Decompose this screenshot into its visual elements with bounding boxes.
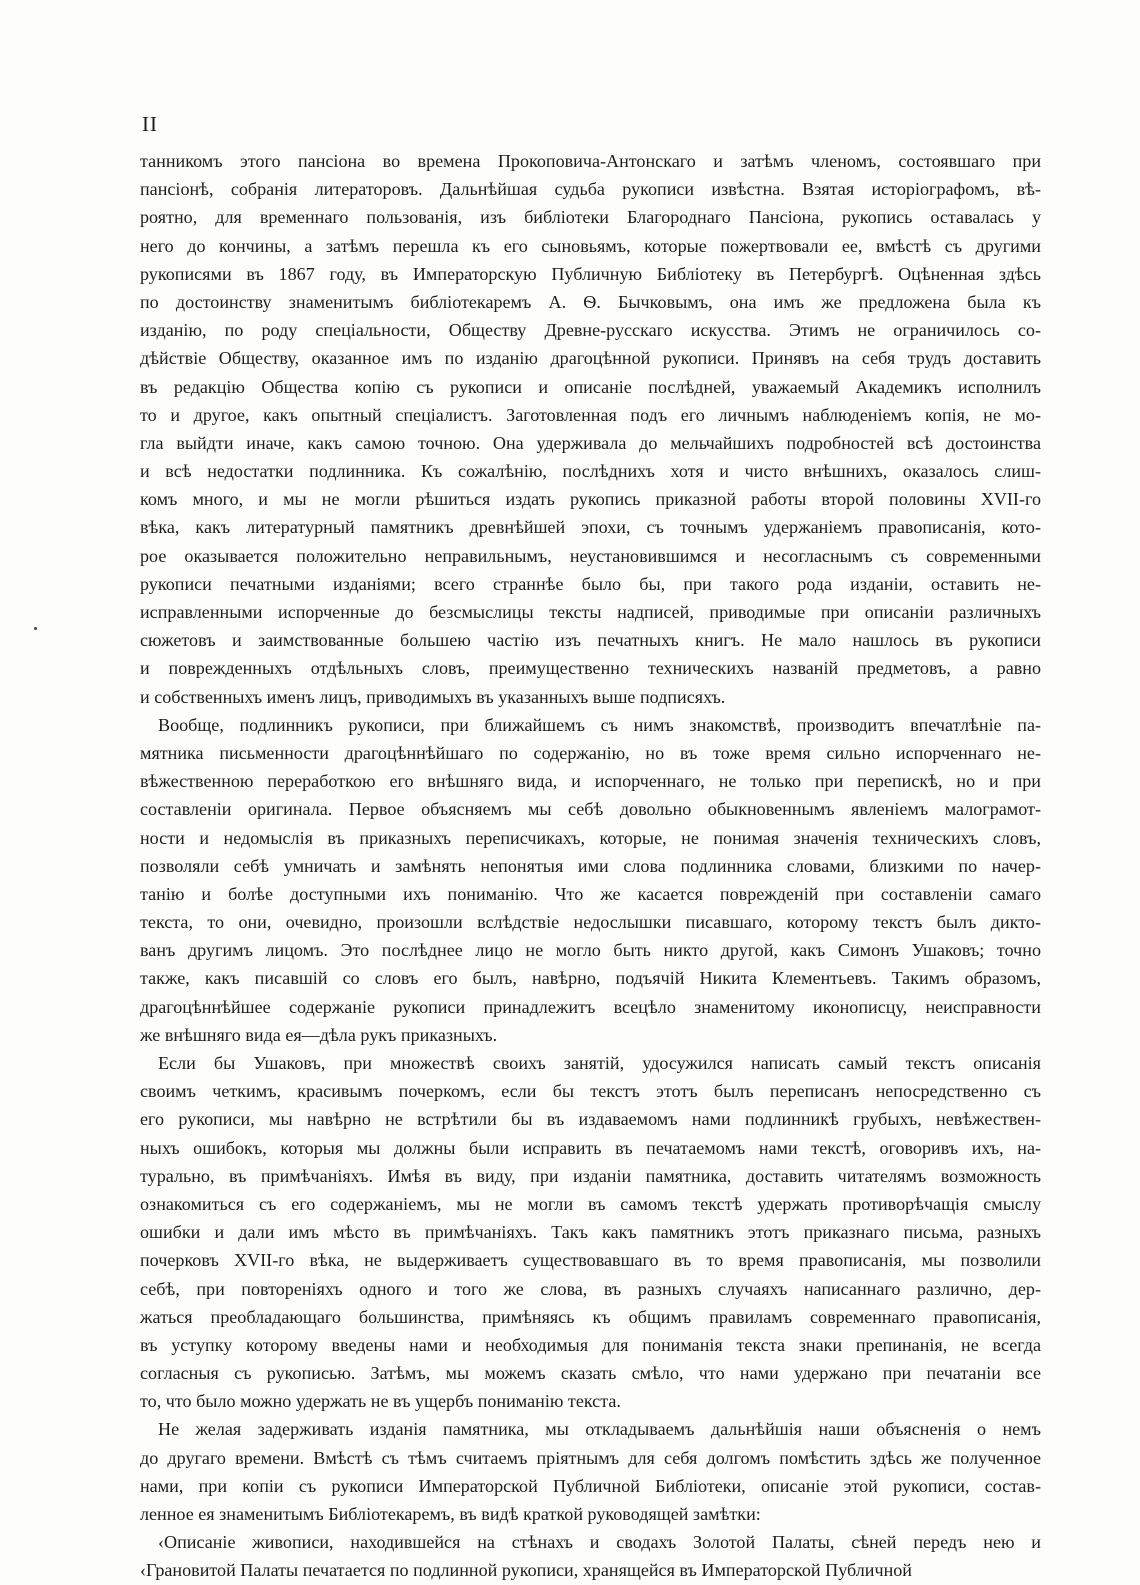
text-line: его рукописи, мы навѣрно не встрѣтили бы въ издаваемомъ нами подлинникѣ грубыхъ, невѣжествен- (140, 1109, 1041, 1130)
text-line: Вообще, подлинникъ рукописи, при ближайшемъ съ нимъ знакомствѣ, производитъ впечатлѣніе па- (158, 714, 1041, 735)
text-line: текста, то они, очевидно, произошли вслѣдствіе недослышки писавшаго, которому текстъ былъ дикто- (140, 912, 1041, 933)
text-line: ванъ другимъ лицомъ. Это послѣднее лицо не могло быть никто другой, какъ Симонъ Ушаковъ; точно (140, 940, 1041, 961)
text-line: гла выйдти иначе, какъ самою точною. Она удерживала до мельчайшихъ подробностей всѣ достоинства (140, 432, 1041, 453)
text-line: же внѣшняго вида ея—дѣла рукъ приказныхъ. (140, 1024, 498, 1045)
text-line: нами, при копіи съ рукописи Императорской Публичной Библіотеки, описаніе этой рукописи, состав- (140, 1475, 1041, 1496)
paragraph (140, 1415, 1041, 1528)
text-line: согласныя съ рукописью. Затѣмъ, мы можемъ сказать смѣло, что нами удержано при печатаніи все (140, 1363, 1041, 1384)
text-line: своимъ четкимъ, красивымъ почеркомъ, если бы текстъ этотъ былъ переписанъ непосредственно съ (140, 1081, 1041, 1102)
text-line: рукописи печатными изданіями; всего страннѣе было бы, при такого рода изданіи, оставить не- (140, 573, 1041, 594)
text-line: него до кончины, а затѣмъ перешла къ его сыновьямъ, которые пожертвовали ее, вмѣстѣ съ другими (140, 235, 1041, 256)
text-line: Если бы Ушаковъ, при множествѣ своихъ занятій, удосужился написать самый текстъ описанія (158, 1053, 1041, 1073)
text-line: въ уступку которому введены нами и необходимыя для пониманія текста знаки препинанія, не всегда (140, 1334, 1041, 1355)
text-line: сюжетовъ и заимствованные большею частію изъ печатныхъ книгъ. Не мало нашлось въ рукописи (140, 630, 1041, 651)
print-speck (34, 627, 37, 630)
text-line: въ редакцію Общества копію съ рукописи и описаніе послѣдней, уважаемый Академикъ исполнилъ (140, 376, 1041, 397)
text-line: исправленными испорченные до безсмыслицы тексты надписей, приводимые при описаніи различныхъ (140, 602, 1041, 622)
text-line: танію и болѣе доступными ихъ пониманію. Что же касается поврежденій при составленіи самаго (140, 883, 1041, 904)
text-line: комъ много, и мы не могли рѣшиться издать рукопись приказной работы второй половины XVII-го (140, 489, 1041, 510)
text-line: дѣйствіе Обществу, оказанное имъ по изданію драгоцѣнной рукописи. Принявъ на себя трудъ доставить (140, 348, 1041, 369)
text-line: турально, въ примѣчаніяхъ. Имѣя въ виду, при изданіи памятника, доставить читателямъ возможность (140, 1165, 1041, 1186)
body-text (140, 147, 1041, 1585)
page-number: II (142, 112, 158, 136)
text-line: изданію, по роду спеціальности, Обществу Древне-русскаго искусства. Этимъ не ограничилось со- (140, 320, 1041, 341)
text-line: роятно, для временнаго пользованія, изъ библіотеки Благороднаго Пансіона, рукопись оставалась у (140, 207, 1041, 228)
text-line: вѣка, какъ литературный памятникъ древнѣйшей эпохи, съ точнымъ удержаніемъ правописанія, кото- (140, 517, 1041, 538)
text-line: рое оказывается положительно неправильнымъ, неустановившимся и несогласнымъ съ современными (140, 545, 1041, 566)
text-line: позволяли себѣ умничать и замѣнять непонятыя ими слова подлинника словами, близкими по начер- (140, 855, 1041, 876)
text-line: ленное ея знаменитымъ Библіотекаремъ, въ видѣ краткой руководящей замѣтки: (140, 1504, 761, 1524)
text-line: ности и недомыслія въ приказныхъ переписчикахъ, которые, не понимая значенія техническихъ словъ, (140, 827, 1041, 848)
paragraph (140, 711, 1041, 1049)
text-line: пансіонѣ, собранія литераторовъ. Дальнѣйшая судьба рукописи извѣстна. Взятая исторіографомъ, вѣ- (140, 179, 1041, 200)
text-line: рукописями въ 1867 году, въ Императорскую Публичную Библіотеку въ Петербургѣ. Оцѣненная здѣсь (140, 263, 1041, 284)
text-line: то и другое, какъ опытный спеціалистъ. Заготовленная подъ его личнымъ наблюденіемъ копія, не мо- (140, 404, 1041, 425)
text-line: и поврежденныхъ отдѣльныхъ словъ, преимущественно техническихъ названій предметовъ, а равно (140, 658, 1041, 679)
text-line: до другаго времени. Вмѣстѣ съ тѣмъ считаемъ пріятнымъ для себя долгомъ помѣстить здѣсь же полученное (140, 1447, 1041, 1468)
text-line: жаться преобладающаго большинства, примѣняясь къ общимъ правиламъ современнаго правописанія, (140, 1306, 1041, 1327)
text-line: драгоцѣннѣйшее содержаніе рукописи принадлежитъ всецѣло знаменитому иконописцу, неисправности (140, 996, 1041, 1017)
text-line: ошибки и дали имъ мѣсто въ примѣчаніяхъ. Такъ какъ памятникъ этотъ приказнаго письма, разныхъ (140, 1222, 1041, 1243)
text-line: ‹Описаніе живописи, находившейся на стѣнахъ и сводахъ Золотой Палаты, сѣней передъ нею и (158, 1532, 1041, 1553)
text-line: то, что было можно удержать не въ ущербъ пониманію текста. (140, 1391, 621, 1412)
paragraph (140, 147, 1041, 711)
text-line: ныхъ ошибокъ, которыя мы должны были исправить въ печатаемомъ нами текстѣ, оговоривъ ихъ, на- (140, 1137, 1041, 1158)
text-line: танникомъ этого пансіона во времена Прокоповича-Антонскаго и затѣмъ членомъ, состоявшаго при (140, 151, 1041, 171)
text-line: себѣ, при повтореніяхъ одного и того же слова, въ разныхъ случаяхъ написаннаго различно, дер- (140, 1278, 1041, 1299)
text-line: также, какъ писавшій со словъ его былъ, навѣрно, подъячій Никита Клементьевъ. Такимъ образомъ, (140, 968, 1041, 989)
text-line: Не желая задерживать изданія памятника, мы откладываемъ дальнѣйшія наши объясненія о немъ (158, 1419, 1041, 1440)
paragraph (140, 1528, 1041, 1584)
text-line: по достоинству знаменитымъ библіотекаремъ А. Ѳ. Бычковымъ, она имъ же предложена была къ (140, 291, 1041, 312)
paragraph (140, 1049, 1041, 1415)
text-line: мятника письменности драгоцѣннѣйшаго по содержанію, но въ тоже время сильно испорченнаго не- (140, 742, 1041, 763)
text-line: ‹Грановитой Палаты печатается по подлинной рукописи, хранящейся въ Императорской Публичной (140, 1560, 912, 1581)
text-line: составленіи оригинала. Первое объясняемъ мы себѣ довольно обыкновеннымъ явленіемъ малограмот- (140, 799, 1041, 820)
text-line: вѣжественною переработкою его внѣшняго вида, и испорченнаго, не только при перепискѣ, но и при (140, 771, 1041, 792)
text-line: ознакомиться съ его содержаніемъ, мы не могли въ самомъ текстѣ удержать противорѣчащія смыслу (140, 1193, 1041, 1214)
text-line: и собственныхъ именъ лицъ, приводимыхъ въ указанныхъ выше подписяхъ. (140, 686, 726, 707)
text-line: и всѣ недостатки подлинника. Къ сожалѣнію, послѣднихъ хотя и чисто внѣшнихъ, оказалось слиш- (140, 461, 1041, 482)
text-line: почерковъ XVII-го вѣка, не выдерживаетъ существовавшаго въ то время правописанія, мы позволили (140, 1250, 1041, 1271)
